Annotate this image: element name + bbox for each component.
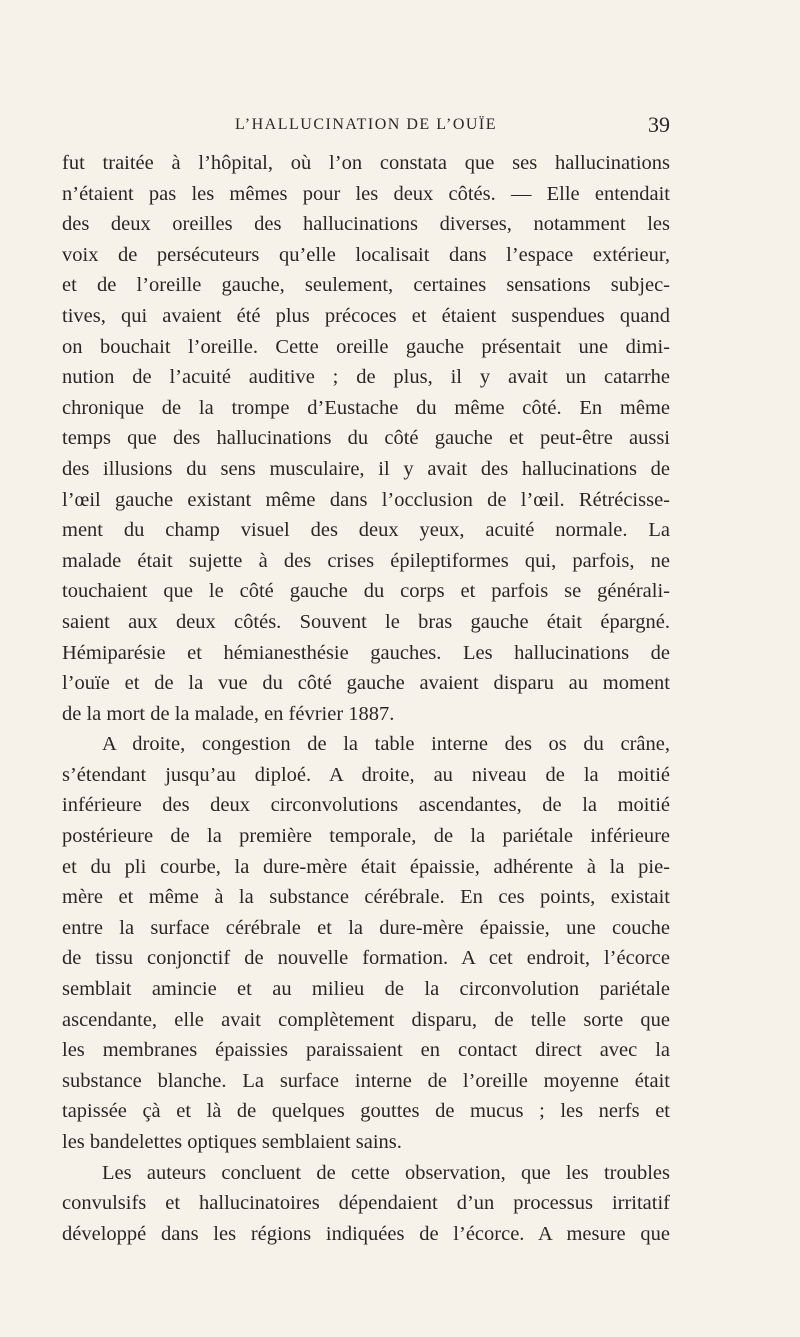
text-line: ment du champ visuel des deux yeux, acuité normale. La [62,519,670,542]
running-head: L’HALLUCINATION DE L’OUÏE [234,116,498,133]
text-line: s’étendant jusqu’au diploé. A droite, au niveau de la moitié [62,763,670,786]
text-line: malade était sujette à des crises épileptiformes qui, parfois, ne [62,549,670,572]
text-line: substance blanche. La surface interne de l’oreille moyenne était [62,1069,670,1092]
text-line: ascendante, elle avait complètement disparu, de telle sorte que [62,1008,670,1031]
text-line: les bandelettes optiques semblaient sains. [62,1131,402,1153]
paragraph [62,729,670,1157]
text-line: et de l’oreille gauche, seulement, certaines sensations subjec- [62,274,670,297]
text-line: tapissée çà et là de quelques gouttes de mucus ; les nerfs et [62,1100,670,1123]
text-line: l’ouïe et de la vue du côté gauche avaient disparu au moment [62,672,670,695]
text-line: on bouchait l’oreille. Cette oreille gauche présentait une dimi- [62,335,670,358]
text-line: A droite, congestion de la table interne des os du crâne, [102,733,670,756]
text-line: touchaient que le côté gauche du corps et parfois se générali- [62,580,670,603]
body-text [62,148,670,1249]
text-line: tives, qui avaient été plus précoces et étaient suspendues quand [62,304,670,327]
paragraph [62,1158,670,1250]
text-line: chronique de la trompe d’Eustache du même côté. En même [62,396,670,419]
text-line: de la mort de la malade, en février 1887. [62,702,395,725]
text-line: postérieure de la première temporale, de la pariétale inférieure [62,825,670,848]
text-line: nution de l’acuité auditive ; de plus, il y avait un catarrhe [62,366,670,389]
text-line: l’œil gauche existant même dans l’occlusion de l’œil. Rétrécisse- [62,488,670,511]
text-line: de tissu conjonctif de nouvelle formation. A cet endroit, l’écorce [62,947,670,970]
text-line: les membranes épaissies paraissaient en contact direct avec la [62,1039,670,1062]
text-line: Hémiparésie et hémianesthésie gauches. Les hallucinations de [62,641,670,664]
text-line: saient aux deux côtés. Souvent le bras gauche était épargné. [62,610,670,633]
page-header [62,112,670,142]
text-line: semblait amincie et au milieu de la circonvolution pariétale [62,978,670,1001]
text-line: entre la surface cérébrale et la dure-mère épaissie, une couche [62,916,670,939]
paragraph [62,148,670,729]
text-line: développé dans les régions indiquées de l’écorce. A mesure que [62,1222,670,1245]
text-line: Les auteurs concluent de cette observation, que les troubles [102,1161,670,1184]
page-number: 39 [648,112,670,137]
text-line: inférieure des deux circonvolutions ascendantes, de la moitié [62,794,670,817]
text-line: n’étaient pas les mêmes pour les deux côtés. — Elle entendait [62,182,670,205]
text-line: temps que des hallucinations du côté gauche et peut-être aussi [62,427,670,450]
text-line: et du pli courbe, la dure-mère était épaissie, adhérente à la pie- [62,855,670,878]
text-line: voix de persécuteurs qu’elle localisait dans l’espace extérieur, [62,243,670,266]
text-line: des illusions du sens musculaire, il y avait des hallucinations de [62,457,670,480]
text-line: fut traitée à l’hôpital, où l’on constata que ses hallucinations [62,152,670,174]
text-line: mère et même à la substance cérébrale. En ces points, existait [62,886,670,909]
text-line: des deux oreilles des hallucinations diverses, notamment les [62,213,670,236]
text-line: convulsifs et hallucinatoires dépendaient d’un processus irritatif [62,1192,670,1215]
